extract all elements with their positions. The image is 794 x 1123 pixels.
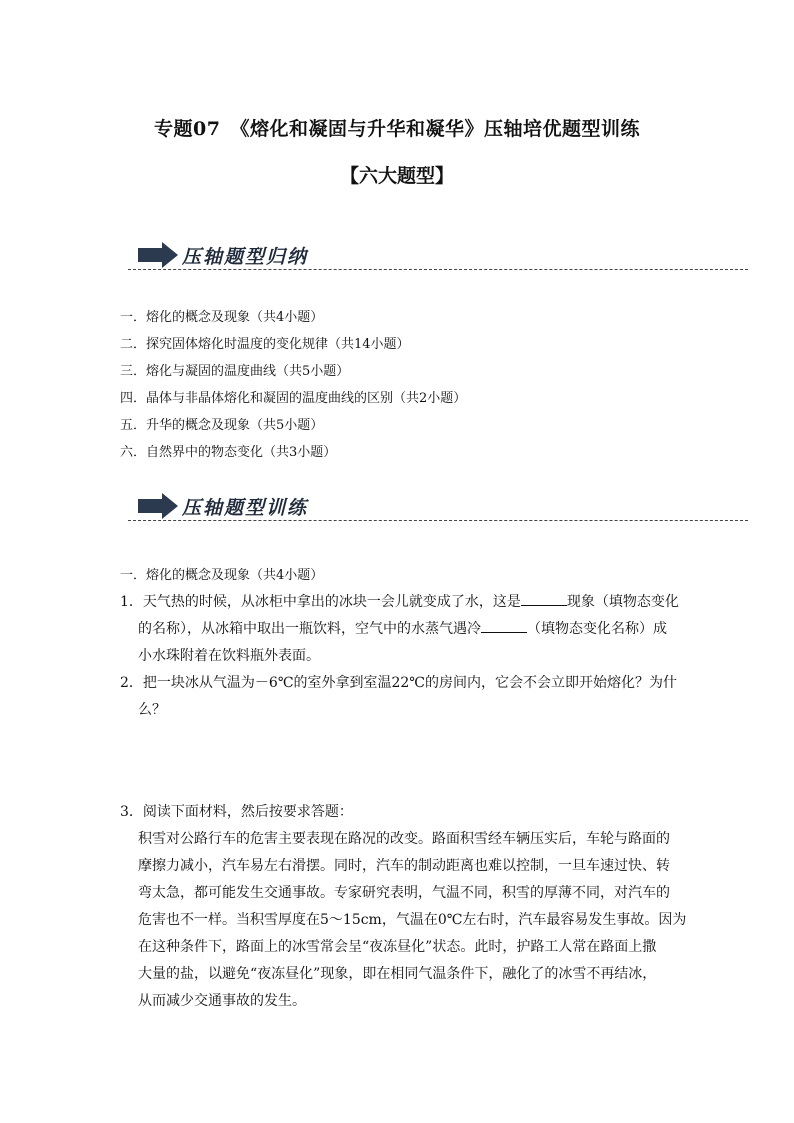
topic-item: 六．自然界中的物态变化（共3小题） bbox=[120, 445, 337, 460]
question-2 bbox=[120, 670, 680, 724]
passage-line: 从而减少交通事故的发生。 bbox=[138, 993, 306, 1009]
question-text: 么？ bbox=[138, 702, 166, 718]
passage-line: 危害也不一样。当积雪厚度在5～15cm，气温在0℃左右时，汽车最容易发生事故。因为 bbox=[138, 912, 687, 928]
question-1 bbox=[120, 589, 680, 670]
passage-line: 在这种条件下，路面上的冰雪常会呈“夜冻昼化”状态。此时，护路工人常在路面上撒 bbox=[138, 939, 657, 955]
question-3 bbox=[120, 799, 680, 826]
question-text: 的名称），从冰箱中取出一瓶饮料，空气中的水蒸气遇冷 bbox=[138, 621, 481, 637]
topic-item: 二．探究固体熔化时温度的变化规律（共14小题） bbox=[120, 337, 410, 352]
topic-list bbox=[120, 309, 680, 471]
question-text: 现象（填物态变化 bbox=[566, 594, 679, 610]
section-heading: 一．熔化的概念及现象（共4小题） bbox=[120, 568, 324, 583]
dashed-divider bbox=[128, 520, 748, 521]
passage-line: 弯太急，都可能发生交通事故。专家研究表明，气温不同，积雪的厚薄不同，对汽车的 bbox=[138, 885, 670, 901]
passage-line: 大量的盐，以避免“夜冻昼化”现象，即在相同气温条件下，融化了的冰雪不再结冰， bbox=[138, 966, 657, 982]
banner-title: 压轴题型归纳 bbox=[182, 246, 309, 268]
question-text: 小水珠附着在饮料瓶外表面。 bbox=[138, 648, 320, 664]
banner-title: 压轴题型训练 bbox=[182, 497, 309, 519]
topic-item: 三．熔化与凝固的温度曲线（共5小题） bbox=[120, 364, 350, 379]
reading-passage bbox=[138, 826, 686, 1015]
section-banner-training bbox=[128, 491, 748, 523]
dashed-divider bbox=[128, 269, 748, 270]
arrow-right-icon bbox=[138, 242, 178, 268]
question-text: 2．把一块冰从气温为－6℃的室外拿到室温22℃的房间内，它会不会立即开始熔化？为什 bbox=[120, 675, 677, 691]
answer-blank[interactable] bbox=[481, 618, 527, 633]
topic-item: 四．晶体与非晶体熔化和凝固的温度曲线的区别（共2小题） bbox=[120, 391, 467, 406]
question-text: 3．阅读下面材料，然后按要求答题： bbox=[120, 804, 353, 820]
page-title: 专题07 《熔化和凝固与升华和凝华》压轴培优题型训练 bbox=[154, 118, 640, 140]
page-subtitle: 【六大题型】 bbox=[339, 165, 454, 187]
arrow-right-icon bbox=[138, 493, 178, 519]
answer-blank[interactable] bbox=[521, 591, 567, 606]
question-text: （填物态变化名称）成 bbox=[527, 621, 667, 637]
topic-item: 一．熔化的概念及现象（共4小题） bbox=[120, 310, 324, 325]
question-text: 1．天气热的时候，从冰柜中拿出的冰块一会儿就变成了水，这是 bbox=[120, 594, 521, 610]
passage-line: 摩擦力减小，汽车易左右滑摆。同时，汽车的制动距离也难以控制，一旦车速过快、转 bbox=[138, 858, 670, 874]
passage-line: 积雪对公路行车的危害主要表现在路况的改变。路面积雪经车辆压实后，车轮与路面的 bbox=[138, 831, 670, 847]
topic-item: 五．升华的概念及现象（共5小题） bbox=[120, 418, 324, 433]
section-banner-summary bbox=[128, 240, 748, 272]
